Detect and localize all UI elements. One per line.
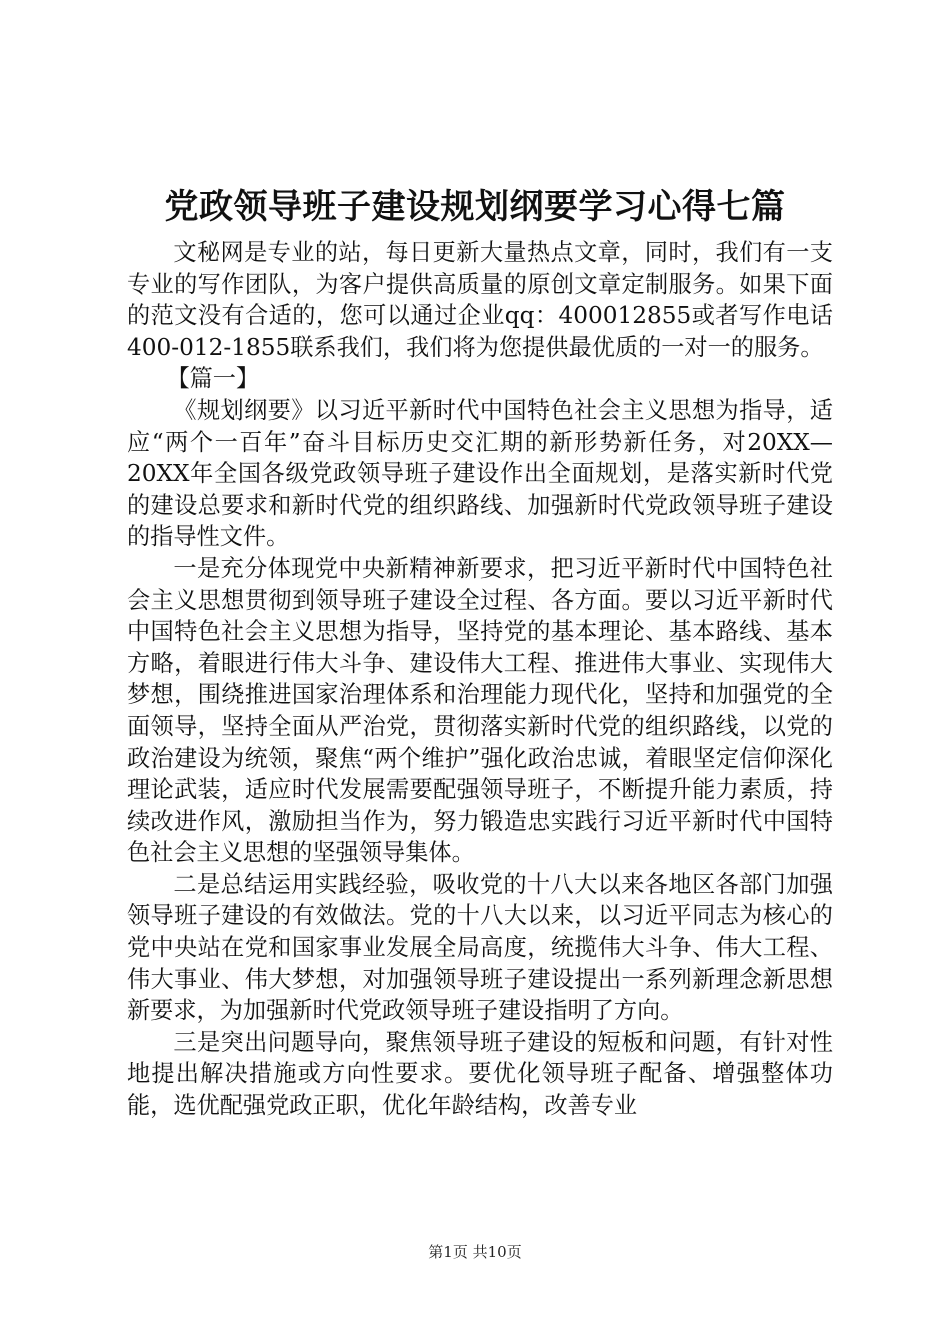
body-paragraph: 二是总结运用实践经验，吸收党的十八大以来各地区各部门加强领导班子建设的有效做法。党的十八大以来，以习近平同志为核心的党中央站在党和国家事业发展全局高度，统揽伟大斗争、伟大工程、伟大事业、伟大梦想，对加强领导班子建设提出一系列新理念新思想新要求，为加强新时代党政领导班子建设指明了方向。: [127, 870, 833, 1025]
body-paragraph: 一是充分体现党中央新精神新要求，把习近平新时代中国特色社会主义思想贯彻到领导班子建设全过程、各方面。要以习近平新时代中国特色社会主义思想为指导，坚持党的基本理论、基本路线、基本方略，着眼进行伟大斗争、建设伟大工程、推进伟大事业、实现伟大梦想，围绕推进国家治理体系和治理能力现代化，坚持和加强党的全面领导，坚持全面从严治党，贯彻落实新时代党的组织路线，以党的政治建设为统领，聚焦“两个维护”强化政治忠诚，着眼坚定信仰深化理论武装，适应时代发展需要配强领导班子，不断提升能力素质，持续改进作风，激励担当作为，努力锻造忠实践行习近平新时代中国特色社会主义思想的坚强领导集体。: [127, 554, 833, 867]
body-paragraph: 三是突出问题导向，聚焦领导班子建设的短板和问题，有针对性地提出解决措施或方向性要求。要优化领导班子配备、增强整体功能，选优配强党政正职，优化年龄结构，改善专业: [127, 1028, 833, 1120]
body-paragraph: 《规划纲要》以习近平新时代中国特色社会主义思想为指导，适应“两个一百年”奋斗目标历史交汇期的新形势新任务，对20XX—20XX年全国各级党政领导班子建设作出全面规划，是落实新时代党的建设总要求和新时代党的组织路线、加强新时代党政领导班子建设的指导性文件。: [127, 396, 833, 551]
page-footer: 第1页 共10页: [428, 1243, 522, 1261]
intro-paragraph: 文秘网是专业的站，每日更新大量热点文章，同时，我们有一支专业的写作团队，为客户提供高质量的原创文章定制服务。如果下面的范文没有合适的，您可以通过企业qq：400012855或者写作电话400-012-1855联系我们，我们将为您提供最优质的一对一的服务。: [127, 239, 833, 361]
document-title: 党政领导班子建设规划纲要学习心得七篇: [164, 187, 786, 227]
section-heading: 【篇一】: [166, 365, 260, 393]
document-body: [127, 237, 833, 1122]
